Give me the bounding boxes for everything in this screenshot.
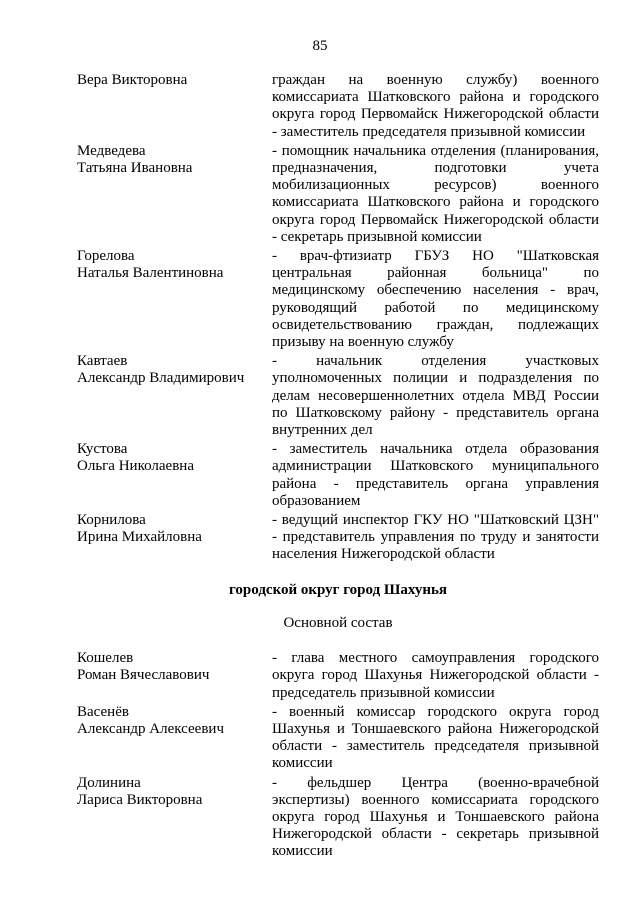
member-entry	[77, 704, 599, 773]
member-name-line: Наталья Валентиновна	[77, 265, 224, 282]
member-role: граждан на военную службу) военного комиссариата Шатковского района и городского округа город Первомайск Нижегородской области - заместитель председателя призывной комиссии	[272, 72, 599, 140]
member-name-line: Роман Вячеславович	[77, 667, 210, 684]
member-name-line: Долинина	[77, 774, 141, 791]
member-entry	[77, 353, 599, 439]
member-name-line: Горелова	[77, 248, 135, 265]
member-name	[77, 512, 272, 564]
member-entry	[77, 248, 599, 351]
member-name-line: Корнилова	[77, 512, 146, 529]
member-role: - помощник начальника отделения (планирования, предназначения, подготовки учета мобилизационных ресурсов) военного комиссариата Шатковского района и городского округа город Первомайск Нижегородской области - секретарь призывной комиссии	[272, 142, 599, 245]
member-role: - ведущий инспектор ГКУ НО "Шатковский ЦЗН" - представитель управления по труду и занятости населения Нижегородской области	[272, 512, 599, 563]
member-name	[77, 72, 272, 141]
member-name	[77, 248, 272, 351]
member-entry	[77, 775, 599, 861]
member-entry	[77, 72, 599, 141]
entries-bottom	[77, 650, 599, 860]
section-title: городской округ город Шахунья	[228, 581, 448, 598]
member-name	[77, 441, 272, 510]
member-name-line: Кавтаев	[77, 353, 128, 370]
member-name-line: Васенёв	[77, 703, 129, 720]
member-role: - глава местного самоуправления городского округа город Шахунья Нижегородской области - председатель призывной комиссии	[272, 650, 599, 701]
member-entry	[77, 512, 599, 564]
member-name-line: Татьяна Ивановна	[77, 160, 193, 177]
member-name	[77, 650, 272, 702]
member-name	[77, 704, 272, 773]
member-name	[77, 353, 272, 439]
member-name-line: Вера Викторовна	[77, 72, 188, 88]
commission-content	[77, 72, 599, 861]
member-name-line: Лариса Викторовна	[77, 791, 203, 808]
member-role: - заместитель начальника отдела образования администрации Шатковского муниципального района - представитель органа управления образованием	[272, 441, 599, 509]
entries-top	[77, 72, 599, 564]
member-name	[77, 775, 272, 861]
member-role: - врач-фтизиатр ГБУЗ НО "Шатковская центральная районная больница" по медицинскому обеспечению населения - врач, руководящий работой по медицинскому освидетельствованию граждан, подлежащих призыву на военную службу	[272, 248, 599, 351]
member-role: - начальник отделения участковых уполномоченных полиции и подразделения по делам несовершеннолетних отдела МВД России по Шатковскому району - представитель органа внутренних дел	[272, 353, 599, 439]
member-name-line: Кустова	[77, 441, 128, 458]
member-name-line: Ирина Михайловна	[77, 529, 202, 546]
member-name-line: Кошелев	[77, 650, 134, 667]
member-name-line: Александр Владимирович	[77, 370, 245, 387]
member-name-line: Александр Алексеевич	[77, 720, 224, 737]
member-entry	[77, 143, 599, 246]
member-name-line: Медведева	[77, 142, 146, 159]
member-entry	[77, 441, 599, 510]
member-name-line: Ольга Николаевна	[77, 458, 194, 475]
subsection-title: Основной состав	[283, 614, 393, 631]
member-name	[77, 143, 272, 246]
member-role: - фельдшер Центра (военно-врачебной экспертизы) военного комиссариата городского округа город Шахунья и Тоншаевского района Нижегородской области - секретарь призывной комиссии	[272, 774, 599, 860]
member-entry	[77, 650, 599, 702]
page-number: 85	[312, 38, 328, 54]
member-role: - военный комиссар городского округа город Шахунья и Тоншаевского района Нижегородской области - заместитель председателя призывной комиссии	[272, 703, 599, 772]
